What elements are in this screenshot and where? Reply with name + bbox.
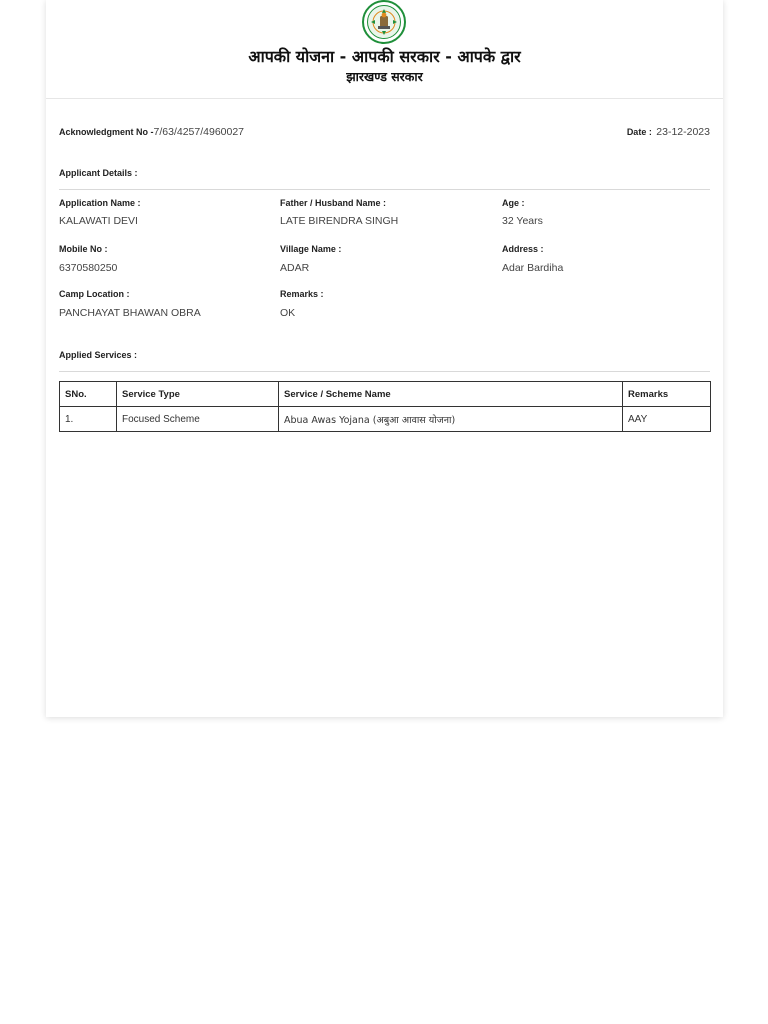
cell-remarks: AAY [623, 407, 711, 432]
village-name-value: ADAR [280, 262, 310, 274]
applicant-details-heading: Applicant Details : [59, 168, 138, 178]
remarks-value: OK [280, 307, 296, 319]
address-value: Adar Bardiha [502, 262, 564, 274]
divider [59, 371, 710, 372]
address-label: Address : [502, 244, 544, 254]
column-header-service-type: Service Type [117, 382, 279, 407]
acknowledgment-number [59, 122, 244, 140]
cell-service-type: Focused Scheme [117, 407, 279, 432]
date-value: 23-12-2023 [656, 126, 710, 138]
camp-location-value: PANCHAYAT BHAWAN OBRA [59, 307, 201, 319]
table-header-row [60, 382, 711, 407]
divider [59, 189, 710, 190]
mobile-no-label: Mobile No : [59, 244, 108, 254]
remarks-label: Remarks : [280, 289, 324, 299]
services-table [59, 381, 711, 432]
camp-location-label: Camp Location : [59, 289, 130, 299]
application-name-value: KALAWATI DEVI [59, 215, 138, 227]
jharkhand-emblem-icon [360, 0, 408, 44]
mobile-no-value: 6370580250 [59, 262, 118, 274]
table-row [60, 407, 711, 432]
column-header-scheme-name: Service / Scheme Name [279, 382, 623, 407]
cell-scheme-name: Abua Awas Yojana (अबुआ आवास योजना) [279, 407, 623, 432]
age-label: Age : [502, 198, 525, 208]
acknowledgment-card [46, 0, 723, 717]
acknowledgment-date [627, 122, 710, 140]
village-name-label: Village Name : [280, 244, 342, 254]
acknowledgment-value: 7/63/4257/4960027 [153, 126, 245, 138]
column-header-remarks: Remarks [623, 382, 711, 407]
page-title: आपकी योजना - आपकी सरकार - आपके द्वार [248, 47, 521, 66]
column-header-sno: SNo. [60, 382, 117, 407]
age-value: 32 Years [502, 215, 543, 227]
application-name-label: Application Name : [59, 198, 141, 208]
father-husband-name-value: LATE BIRENDRA SINGH [280, 215, 399, 227]
father-husband-name-label: Father / Husband Name : [280, 198, 387, 208]
acknowledgment-label: Acknowledgment No - [59, 127, 154, 137]
date-label: Date : [626, 127, 652, 137]
applied-services-heading: Applied Services : [59, 350, 138, 360]
page-header [46, 0, 723, 99]
page-subtitle: झारखण्ड सरकार [346, 69, 423, 84]
cell-sno: 1. [60, 407, 117, 432]
